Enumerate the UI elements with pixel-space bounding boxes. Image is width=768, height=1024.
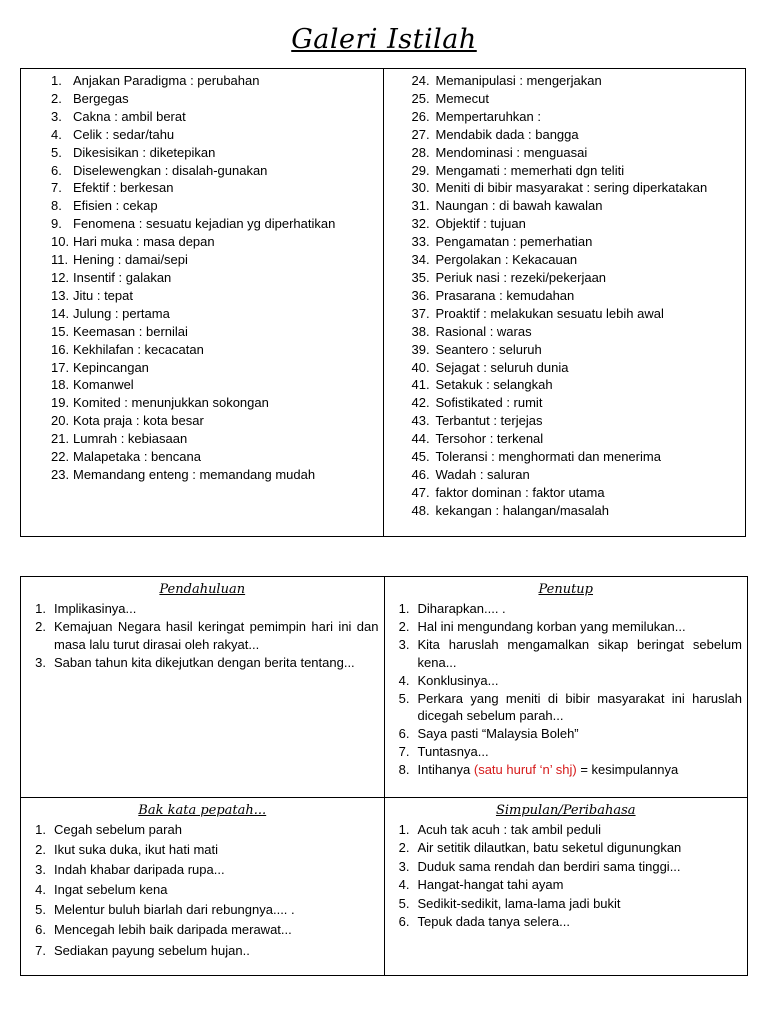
item-text: Kekhilafan : kecacatan (73, 341, 204, 357)
item-number: 4. (398, 672, 410, 688)
list-item (26, 921, 379, 939)
item-text: Ikut suka duka, ikut hati mati (54, 842, 219, 858)
item-text: Hening : damai/sepi (73, 252, 188, 268)
simpulan-heading: Simpulan/Peribahasa (495, 803, 636, 818)
list-item (412, 394, 746, 412)
list-item (51, 197, 383, 215)
item-text: Toleransi : menghormati dan menerima (435, 449, 661, 465)
pendahuluan-heading: Pendahuluan (159, 582, 246, 597)
item-number: 8. (51, 198, 62, 214)
glossary-table (20, 68, 746, 537)
item-text: Kota praja : kota besar (73, 413, 204, 429)
item-number: 35. (411, 269, 430, 285)
list-item (412, 215, 746, 233)
item-text-prefix: Intihanya (417, 762, 474, 778)
list-item (390, 636, 743, 672)
list-item (51, 90, 383, 108)
penutup-list (390, 600, 743, 779)
item-text: Saya pasti “Malaysia Boleh” (417, 726, 579, 742)
item-number: 2. (35, 618, 46, 634)
list-item (26, 821, 379, 839)
item-text: Memandang enteng : memandang mudah (73, 466, 316, 482)
item-number: 40. (411, 359, 430, 375)
item-number: 9. (51, 216, 62, 232)
item-text: Setakuk : selangkah (435, 377, 553, 393)
item-text: Indah khabar daripada rupa... (54, 862, 225, 878)
item-number: 2. (51, 90, 62, 106)
item-text: Hari muka : masa depan (73, 234, 215, 250)
item-text: Mendabik dada : bangga (435, 126, 579, 142)
item-number: 3. (398, 636, 410, 652)
item-number: 30. (411, 180, 430, 196)
list-item (412, 144, 746, 162)
list-item (390, 725, 743, 743)
item-number: 4. (35, 882, 46, 898)
item-text: Dikesisikan : diketepikan (73, 144, 216, 160)
list-item (412, 412, 746, 430)
item-number: 8. (398, 762, 410, 778)
list-item (51, 341, 383, 359)
item-number: 7. (51, 180, 62, 196)
item-text: Perkara yang meniti di bibir masyarakat ini haruslah dicegah sebelum parah... (417, 690, 742, 724)
bak-kata-cell (21, 798, 385, 976)
pendahuluan-cell (21, 577, 385, 798)
item-number: 21. (51, 431, 70, 447)
item-number: 6. (35, 922, 46, 938)
item-text: Cegah sebelum parah (54, 822, 182, 837)
item-text: Hangat-hangat tahi ayam (417, 877, 564, 893)
item-text: Insentif : galakan (73, 269, 172, 285)
list-item (412, 359, 746, 377)
item-text: Celik : sedar/tahu (73, 126, 175, 142)
list-item (390, 600, 743, 618)
list-item (51, 144, 383, 162)
list-item (412, 502, 746, 520)
list-item (412, 448, 746, 466)
item-number: 12. (51, 269, 70, 285)
item-number: 31. (411, 198, 430, 214)
item-text: Tuntasnya... (417, 744, 489, 760)
item-number: 36. (411, 287, 430, 303)
item-number: 23. (51, 466, 70, 482)
item-number: 5. (398, 895, 410, 911)
item-number: 1. (35, 601, 46, 616)
item-text: Sofistikated : rumit (435, 395, 543, 411)
item-text: Fenomena : sesuatu kejadian yg diperhatikan (73, 216, 336, 232)
item-number: 3. (35, 862, 46, 878)
item-number: 38. (411, 323, 430, 339)
item-number: 27. (411, 126, 430, 142)
list-item (51, 108, 383, 126)
item-number: 6. (398, 914, 410, 930)
item-number: 33. (411, 234, 430, 250)
highlight-note: (satu huruf ‘n’ shj) (473, 762, 577, 778)
pendahuluan-list (26, 600, 379, 672)
item-number: 41. (411, 377, 430, 393)
list-item (390, 876, 743, 894)
list-item (51, 233, 383, 251)
item-text: Anjakan Paradigma : perubahan (73, 73, 260, 88)
item-text: Proaktif : melakukan sesuatu lebih awal (435, 305, 664, 321)
item-text: Efektif : berkesan (73, 180, 174, 196)
item-text: Pergolakan : Kekacauan (435, 252, 578, 268)
list-item (412, 484, 746, 502)
list-item (390, 618, 743, 636)
list-item (412, 376, 746, 394)
item-text: kekangan : halangan/masalah (435, 502, 609, 518)
list-item (412, 466, 746, 484)
list-item (412, 72, 746, 90)
list-item (51, 376, 383, 394)
item-text: Kepincangan (73, 359, 149, 375)
list-item (412, 305, 746, 323)
page-title: Galeri Istilah (291, 24, 477, 55)
glossary-list-left (51, 72, 383, 484)
item-text-suffix: = kesimpulannya (576, 762, 679, 778)
list-item (51, 72, 383, 90)
list-item (390, 761, 743, 779)
item-number: 3. (35, 654, 46, 670)
item-text: Mendominasi : menguasai (435, 144, 588, 160)
item-number: 5. (51, 144, 62, 160)
item-number: 5. (398, 690, 410, 706)
item-text: Lumrah : kebiasaan (73, 431, 188, 447)
item-text: Duduk sama rendah dan berdiri sama tinggi... (417, 858, 681, 874)
list-item (51, 412, 383, 430)
list-item (26, 942, 379, 960)
list-item (412, 108, 746, 126)
list-item (51, 430, 383, 448)
item-number: 26. (411, 108, 430, 124)
list-item (51, 394, 383, 412)
item-number: 46. (411, 466, 430, 482)
item-number: 17. (51, 359, 70, 375)
item-number: 24. (411, 73, 430, 88)
list-item (412, 90, 746, 108)
item-text: Efisien : cekap (73, 198, 158, 214)
item-number: 22. (51, 449, 70, 465)
item-text: Bergegas (73, 90, 129, 106)
item-text: Sedikit-sedikit, lama-lama jadi bukit (417, 895, 621, 911)
item-text: Mempertaruhkan : (435, 108, 541, 124)
list-item (412, 162, 746, 180)
list-item (412, 197, 746, 215)
item-number: 20. (51, 413, 70, 429)
phrases-table (20, 576, 748, 976)
item-number: 4. (398, 877, 410, 893)
list-item (51, 359, 383, 377)
item-text: Naungan : di bawah kawalan (435, 198, 603, 214)
item-text: Periuk nasi : rezeki/pekerjaan (435, 269, 607, 285)
item-text: faktor dominan : faktor utama (435, 484, 605, 500)
item-number: 3. (51, 108, 62, 124)
glossary-right-column (383, 69, 746, 537)
glossary-list-right (412, 72, 746, 520)
list-item (26, 618, 379, 654)
item-text: Air setitik dilautkan, batu seketul digunungkan (417, 840, 682, 856)
item-number: 6. (51, 162, 62, 178)
item-number: 5. (35, 902, 46, 918)
list-item (412, 233, 746, 251)
simpulan-cell (384, 798, 748, 976)
list-item (412, 179, 746, 197)
item-text: Objektif : tujuan (435, 216, 526, 232)
list-item (412, 251, 746, 269)
list-item (390, 858, 743, 876)
item-number: 3. (398, 858, 410, 874)
list-item (390, 839, 743, 857)
item-text: Implikasinya... (54, 601, 137, 616)
item-number: 7. (398, 744, 410, 760)
list-item (390, 821, 743, 839)
item-text: Ingat sebelum kena (54, 882, 168, 898)
item-number: 16. (51, 341, 70, 357)
item-text: Tersohor : terkenal (435, 431, 544, 447)
item-text: Hal ini mengundang korban yang memilukan... (417, 618, 686, 634)
item-number: 37. (411, 305, 430, 321)
item-number: 4. (51, 126, 62, 142)
list-item (51, 269, 383, 287)
item-text: Julung : pertama (73, 305, 170, 321)
list-item (412, 323, 746, 341)
list-item (390, 672, 743, 690)
item-text: Diselewengkan : disalah-gunakan (73, 162, 268, 178)
item-text: Mengamati : memerhati dgn teliti (435, 162, 625, 178)
item-text: Memanipulasi : mengerjakan (435, 73, 602, 88)
list-item (412, 126, 746, 144)
item-number: 11. (51, 252, 69, 268)
item-number: 43. (411, 413, 430, 429)
penutup-cell (384, 577, 748, 798)
list-item (51, 162, 383, 180)
glossary-left-column (21, 69, 384, 537)
item-number: 15. (51, 323, 70, 339)
list-item (51, 305, 383, 323)
item-text: Tepuk dada tanya selera... (417, 914, 570, 930)
item-number: 18. (51, 377, 70, 393)
item-text: Melentur buluh biarlah dari rebungnya.... . (54, 902, 295, 918)
list-item (390, 895, 743, 913)
list-item (390, 913, 743, 931)
item-number: 2. (35, 842, 46, 858)
item-number: 6. (398, 726, 410, 742)
list-item (412, 430, 746, 448)
item-number: 25. (411, 90, 430, 106)
list-item (51, 323, 383, 341)
item-number: 47. (411, 484, 430, 500)
simpulan-list (390, 821, 743, 931)
item-text: Jitu : tepat (73, 287, 133, 303)
item-text: Keemasan : bernilai (73, 323, 188, 339)
item-number: 34. (411, 252, 430, 268)
list-item (51, 466, 383, 484)
item-number: 13. (51, 287, 70, 303)
item-text: Sejagat : seluruh dunia (435, 359, 569, 375)
list-item (390, 690, 743, 726)
item-number: 42. (411, 395, 430, 411)
item-number: 2. (398, 618, 410, 634)
item-number: 39. (411, 341, 430, 357)
item-text: Memecut (435, 90, 489, 106)
item-number: 45. (411, 449, 430, 465)
item-text: Pengamatan : pemerhatian (435, 234, 593, 250)
list-item (26, 600, 379, 618)
list-item (26, 881, 379, 899)
item-number: 44. (411, 431, 430, 447)
item-text: Sediakan payung sebelum hujan.. (54, 942, 250, 958)
item-text: Acuh tak acuh : tak ambil peduli (417, 822, 602, 837)
list-item (51, 287, 383, 305)
item-text: Kita haruslah mengamalkan sikap beringat sebelum kena... (417, 636, 742, 670)
item-number: 29. (411, 162, 430, 178)
item-number: 48. (411, 502, 430, 518)
list-item (26, 841, 379, 859)
item-text: Komanwel (73, 377, 134, 393)
item-number: 10. (51, 234, 70, 250)
item-text: Kemajuan Negara hasil keringat pemimpin hari ini dan masa lalu turut dirasai oleh rakyat... (54, 618, 379, 652)
list-item (51, 448, 383, 466)
item-number: 1. (398, 601, 410, 616)
item-number: 19. (51, 395, 70, 411)
item-number: 1. (51, 73, 62, 88)
list-item (51, 251, 383, 269)
item-text: Wadah : saluran (435, 466, 530, 482)
penutup-heading: Penutup (538, 582, 594, 597)
bak-kata-heading: Bak kata pepatah... (138, 803, 267, 818)
item-text: Seantero : seluruh (435, 341, 542, 357)
list-item (51, 215, 383, 233)
list-item (51, 179, 383, 197)
item-number: 2. (398, 840, 410, 856)
item-text: Saban tahun kita dikejutkan dengan berita tentang... (54, 654, 355, 670)
item-number: 1. (35, 822, 46, 837)
item-number: 28. (411, 144, 430, 160)
item-text: Terbantut : terjejas (435, 413, 543, 429)
item-number: 1. (398, 822, 410, 837)
list-item (26, 901, 379, 919)
list-item (390, 743, 743, 761)
item-text: Mencegah lebih baik daripada merawat... (54, 922, 292, 938)
list-item (51, 126, 383, 144)
item-text: Konklusinya... (417, 672, 499, 688)
item-text: Meniti di bibir masyarakat : sering diperkatakan (435, 180, 708, 196)
item-text: Komited : menunjukkan sokongan (73, 395, 269, 411)
item-number: 32. (411, 216, 430, 232)
item-text: Rasional : waras (435, 323, 532, 339)
item-number: 7. (35, 942, 46, 958)
list-item (412, 269, 746, 287)
item-text: Malapetaka : bencana (73, 449, 201, 465)
item-number: 14. (51, 305, 70, 321)
bak-kata-list (26, 821, 379, 959)
list-item (412, 341, 746, 359)
list-item (26, 654, 379, 672)
item-text (418, 761, 743, 779)
list-item (412, 287, 746, 305)
item-text: Cakna : ambil berat (73, 108, 186, 124)
item-text: Prasarana : kemudahan (435, 287, 575, 303)
item-text: Diharapkan.... . (417, 601, 506, 616)
list-item (26, 861, 379, 879)
